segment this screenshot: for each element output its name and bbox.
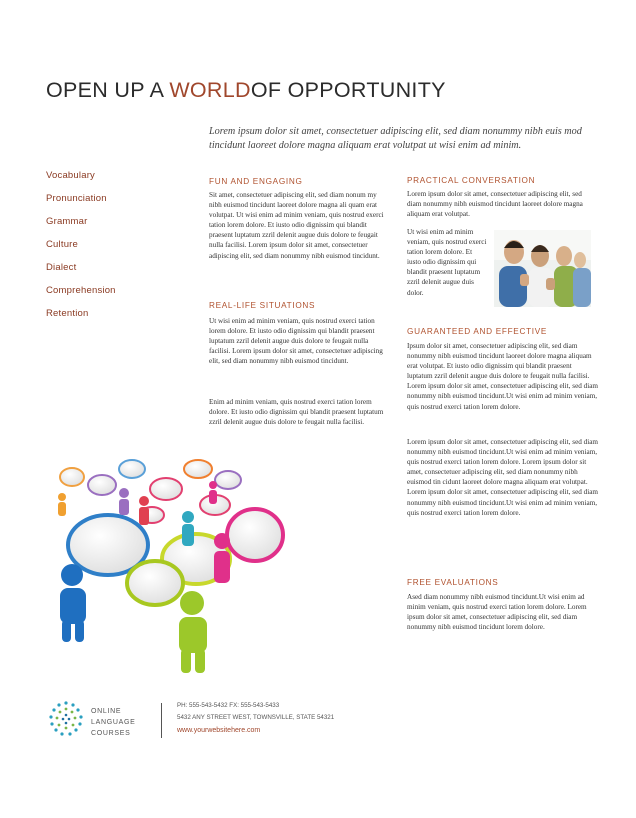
guaranteed-body-2: Lorem ipsum dolor sit amet, consectetuer adipiscing elit, sed diam nonummy nibh euismod tincidunt.Ut wisi enim ad minim veniam, quis nostrud exerci tation lorem dolore. Lorem ipsum dolor sit amet, consectetuer adipiscing elit, sed diam nonummy nibh euismod tin cidunt laoreet dolore magna aliquam erat volutpat. Lorem ipsum dolor sit amet, consectetuer adipiscing elit, sed diam nonummy nibh euismod tincidunt.Ut wisi enim ad minim veniam, quis nostrud exerci tation lorem dolore. [407,438,599,517]
practical-body-1: Lorem ipsum dolor sit amet, consectetuer adipiscing elit, sed diam nonummy nibh euismod tincidunt laoreet dolore magna aliquam erat volutpat. [407,190,583,219]
title-post: OF OPPORTUNITY [250,78,446,102]
brand-line-3: COURSES [91,730,131,737]
real-life-body-2: Enim ad minim veniam, quis nostrud exerci tation lorem dolore. Et iusto odio dignissim qui blandit praesent luptatum zzril delenit augue duis dolore te feugait nulla facilisi. [209,398,384,427]
sidebar-item-culture: Culture [46,239,79,250]
sidebar-item-retention: Retention [46,308,89,319]
practical-heading: PRACTICAL CONVERSATION [407,176,536,185]
footer-divider [161,703,162,738]
intro-text: Lorem ipsum dolor sit amet, consectetuer adipiscing elit, sed diam nonummy nibh euis mod tincidunt laoreet dolore magna aliquam erat volutpat ut wisi enim ad minim. [209,126,582,151]
fun-heading: FUN AND ENGAGING [209,177,303,186]
title-accent: WORLD [169,78,251,102]
real-life-body-1: Ut wisi enim ad minim veniam, quis nostrud exerci tation lorem dolore. Et iusto odio dignissim qui blandit praesent luptatum zzril delenit augue duis dolore te feugait nulla facilisi. Lorem ipsum dolor sit amet, consectetuer adipiscing elit, sed diam nonummy nibh euismod tincidunt. [209,317,383,366]
guaranteed-heading: GUARANTEED AND EFFECTIVE [407,327,548,336]
brand-name [91,706,136,739]
logo-icon [47,700,85,738]
free-body: Ased diam nonummy nibh euismod tincidunt.Ut wisi enim ad minim veniam, quis nostrud exerci tation lorem dolore. Lorem ipsum dolor sit amet, consectetuer adipiscing elit, sed diam nonummy nibh euismod tincidunt lorem dolore. [407,593,587,632]
sidebar-item-vocabulary: Vocabulary [46,170,96,181]
group-photo [494,230,591,307]
sidebar-list [46,170,116,331]
brand-line-2: LANGUAGE [91,719,136,726]
practical-body-2: Ut wisi enim ad minim veniam, quis nostrud exerci tation lorem dolore. Et iusto odio dignissim qui blandit praesent luptatum zzril delenit augue duis dolor. [407,228,487,297]
phone-fax: PH: 555-543-5432 FX: 555-543-5433 [177,702,280,709]
title-pre: OPEN UP A [46,78,170,102]
speech-bubbles-illustration [40,455,330,675]
contact-info [177,700,334,723]
group-photo-illustration [494,230,591,307]
real-life-heading: REAL-LIFE SITUATIONS [209,301,316,310]
sidebar-item-dialect: Dialect [46,262,77,273]
guaranteed-body-1: Ipsum dolor sit amet, consectetuer adipiscing elit, sed diam nonummy nibh euismod tincidunt laoreet dolore magna aliquam erat volutpat. Et iusto odio dignissim qui blandit praesent luptatum zzril delenit augue duis dolore te feugait nulla facilisi. Lorem ipsum dolor sit amet, consectetuer adipiscing elit, sed diam nonummy nibh euismod tincidunt.Ut wisi enim ad minim veniam, quis nostrud exerci tation lorem dolore. [407,342,599,411]
free-heading: FREE EVALUATIONS [407,578,499,587]
sidebar-item-comprehension: Comprehension [46,285,116,296]
website-link[interactable]: www.yourwebsitehere.com [177,727,261,734]
sidebar-item-pronunciation: Pronunciation [46,193,107,204]
people-speech-icon [40,455,330,675]
fun-body: Sit amet, consectetuer adipiscing elit, sed diam nonum my nibh euismod tincidunt laoreet dolore magna ali quam erat volutpat. Ut wisi enim ad minim veniam, quis nostrud exerci tation lorem dolore. Et iusto odio dignissim qui blandit praesent luptatum zzril delenit augue duis dolore te feugait nulla facilisi. Lorem ipsum dolor sit amet, consectetuer adipiscing elit, sed diam nonummy nibh euismod tincidunt. [209,191,384,260]
sidebar-item-grammar: Grammar [46,216,88,227]
dotted-globe-icon [47,700,85,738]
brand-line-1: ONLINE [91,708,122,715]
address: 5432 ANY STREET WEST, TOWNSVILLE, STATE 54321 [177,713,335,721]
page-title [46,78,446,103]
